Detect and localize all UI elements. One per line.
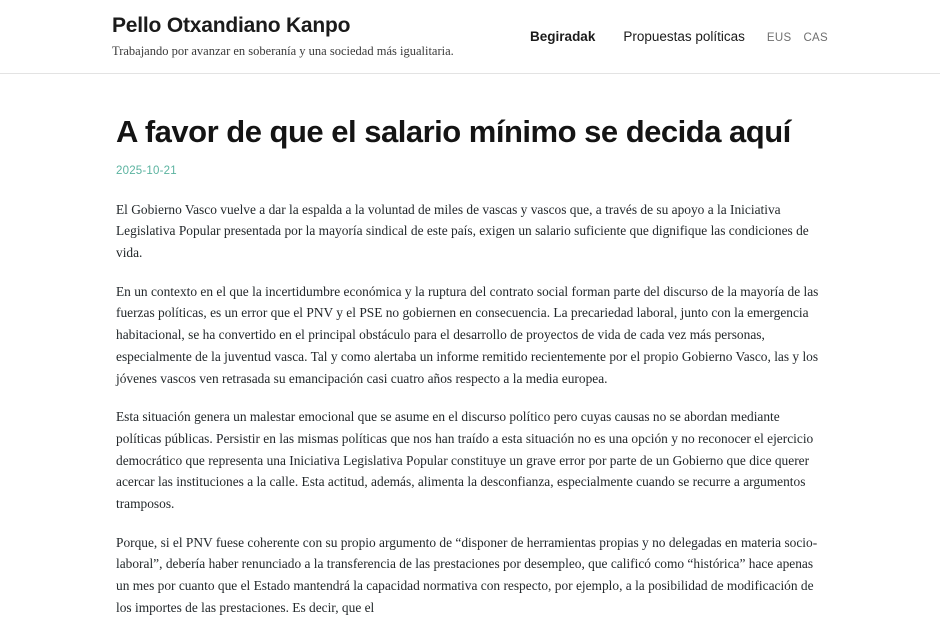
main-navigation [502,29,828,44]
page-title: A favor de que el salario mínimo se decida aquí [116,114,791,149]
nav-item-propuestas-politicas[interactable]: Propuestas políticas [623,29,745,44]
article-paragraph: El Gobierno Vasco vuelve a dar la espalda a la voluntad de miles de vascas y vascos que, a través de su apoyo a la Iniciativa Legislativa Popular presentada por la mayoría sindical de este país, exigen un salario suficiente que dignifique las condiciones de vida. [116,201,809,260]
article-paragraph: Esta situación genera un malestar emocional que se asume en el discurso político pero cuyas causas no se abordan mediante políticas públicas. Persistir en las mismas políticas que nos han traído a esta situación no es una opción y no reconocer el ejercicio democrático que representa una Iniciativa Legislativa Popular constituye un grave error por parte de un Gobierno que dice querer acercar las instituciones a la calle. Esta actitud, además, alimenta la desconfianza, especialmente cuando se recurre a argumentos tramposos. [116,409,814,512]
article-paragraph: En un contexto en el que la incertidumbre económica y la ruptura del contrato social forman parte del discurso de la mayoría de las fuerzas políticas, es un error que el PNV y el PSE no gobiernen en consecuencia. La precariedad laboral, junto con la emergencia habitacional, se ha convertido en el principal obstáculo para el desarrollo de proyectos de vida de cada vez más personas, especialmente de la juventud vasca. Tal y como alertaba un informe remitido recientemente por el propio Gobierno Vasco, las y los jóvenes vascos ven retrasada su emancipación casi cuatro años respecto a la media europea. [116,283,819,386]
article [0,74,940,619]
nav-item-begiradak[interactable]: Begiradak [530,29,596,44]
site-header [0,0,940,74]
language-option-eus[interactable]: EUS [766,32,792,44]
site-tagline: Trabajando por avanzar en soberanía y una sociedad más igualitaria. [112,43,454,58]
article-paragraph: Porque, si el PNV fuese coherente con su propio argumento de “disponer de herramientas propias y no delegadas en materia socio-laboral”, debería haber renunciado a la transferencia de las prestaciones por desempleo, que calificó como “histórica” hace apenas un mes por cuanto que el Estado mantendrá la capacidad normativa con respecto, por ejemplo, a la posibilidad de modificación de los importes de las prestaciones. Es decir, que el [116,534,818,615]
site-title: Pello Otxandiano Kanpo [112,14,351,38]
article-date: 2025-10-21 [116,164,177,177]
language-option-cas[interactable]: CAS [803,32,828,44]
article-body [116,199,828,619]
site-brand[interactable] [112,14,454,58]
language-switcher [767,32,828,44]
